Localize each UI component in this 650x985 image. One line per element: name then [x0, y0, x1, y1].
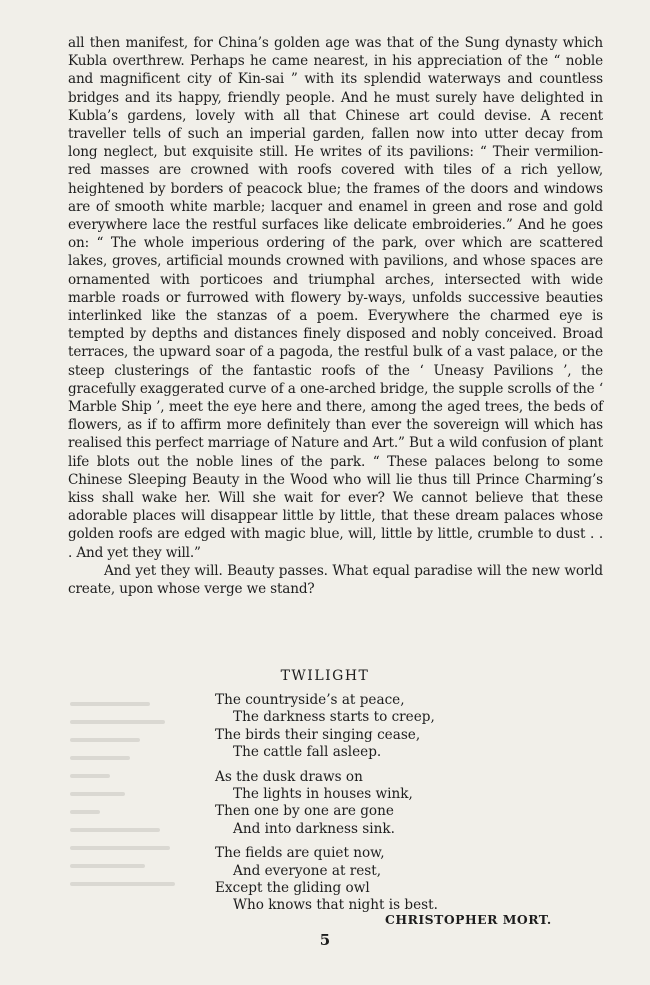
poem-line: The lights in houses wink,	[233, 786, 413, 803]
poem-line: The birds their singing cease,	[215, 726, 421, 743]
essay-paragraph-1: all then manifest, for China’s golden age was that of the Sung dynasty which Kubla overthrew. Perhaps he came nearest, in his appreciation of the “ noble and magnificent city of Kin-sai ” with its splendid waterways and countless bridges and its happy, friendly people. And he must surely have delighted in Kubla’s gardens, lovely with all that Chinese art could devise. A recent traveller tells of such an imperial garden, fallen now into utter decay from long neglect, but exquisite still. He writes of its pavilions: “ Their vermilion-red masses are crowned with roofs covered with tiles of a rich yellow, heightened by borders of peacock blue; the frames of the doors and windows are of smooth white marble; lacquer and enamel in green and rose and gold everywhere lace the restful surfaces like delicate embroideries.” And he goes on: “ The whole imperious ordering of the park, over which are scattered lakes, groves, artificial mounds crowned with pavilions, and whose spaces are ornamented with porticoes and triumphal arches, intersected with wide marble roads or furrowed with flowery by-ways, unfolds successive beauties interlinked like the stanzas of a poem. Everywhere the charmed eye is tempted by depths and distances finely disposed and nobly conceived. Broad terraces, the upward soar of a pagoda, the restful bulk of a vast palace, or the steep clusterings of the fantastic roofs of the ‘ Uneasy Pavilions ’, the gracefully exaggerated curve of a one-arched bridge, the supple scrolls of the ‘ Marble Ship ’, meet the eye here and there, among the aged trees, the beds of flowers, as if to affirm more definitely than ever the sovereign will which has realised this perfect marriage of Nature and Art.” But a wild confusion of plant life blots out the noble lines of the park. “ These palaces belong to some Chinese Sleeping Beauty in the Wood who will lie thus till Prince Charming’s kiss shall wake her. Will she wait for ever? We cannot believe that these adorable places will disappear little by little, that these dream palaces whose golden roofs are edged with magic blue, will, little by little, crumble to dust . . . And yet they will.”	[68, 35, 603, 561]
poem-line: Then one by one are gone	[215, 803, 394, 820]
poem-line: And everyone at rest,	[233, 862, 382, 879]
poem-stanza-3	[215, 845, 575, 915]
poem-line: Who knows that night is best.	[233, 897, 438, 914]
poem-line: And into darkness sink.	[233, 820, 395, 837]
poem-line: The countryside’s at peace,	[215, 692, 405, 708]
poem-line: Except the gliding owl	[215, 880, 370, 897]
poem-line: The fields are quiet now,	[215, 845, 385, 862]
poem-line: As the dusk draws on	[215, 768, 363, 785]
poem-author: CHRISTOPHER MORT.	[385, 912, 552, 927]
poem-line: The cattle fall asleep.	[233, 744, 382, 761]
poem-title: TWILIGHT	[280, 668, 370, 684]
poem-body	[215, 692, 575, 922]
show-through-text	[70, 688, 180, 918]
poem-line: The darkness starts to creep,	[233, 709, 435, 726]
essay-paragraph-2: And yet they will. Beauty passes. What equal paradise will the new world create, upon whose verge we stand?	[68, 562, 603, 598]
poem-stanza-2	[215, 769, 575, 839]
page-number: 5	[319, 931, 331, 949]
essay-text	[68, 34, 603, 598]
poem-stanza-1	[215, 692, 575, 762]
